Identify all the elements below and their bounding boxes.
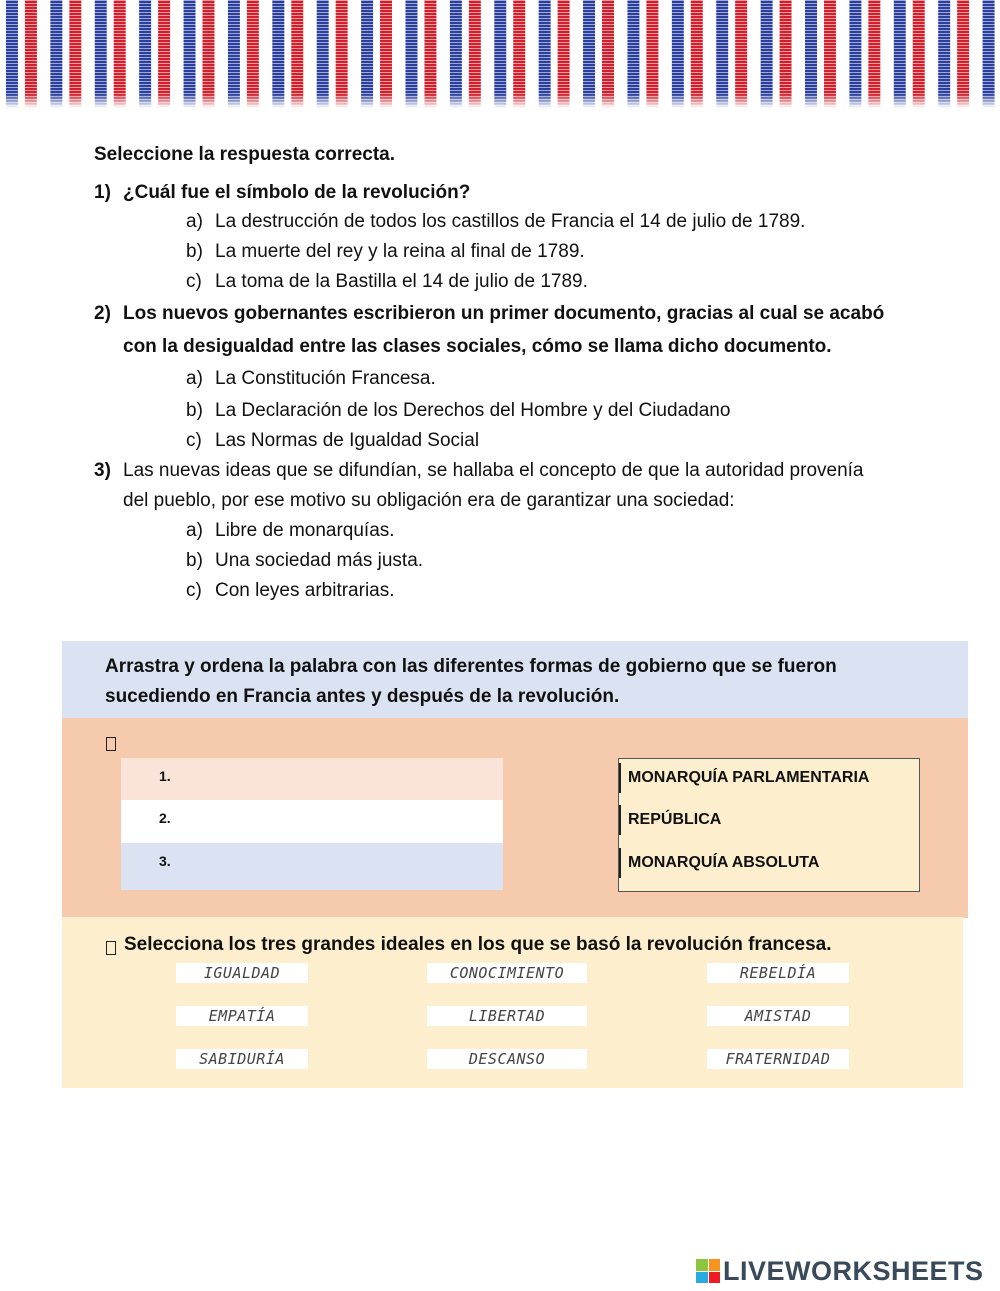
question-2-text-line-2: con la desigualdad entre las clases sociales, cómo se llama dicho documento. — [123, 336, 832, 357]
question-1-text: ¿Cuál fue el símbolo de la revolución? — [123, 182, 471, 203]
question-3-text-line-1: Las nuevas ideas que se difundían, se hallaba el concepto de que la autoridad provenía — [123, 460, 864, 481]
option-chip-amistad[interactable]: AMISTAD — [707, 1006, 849, 1026]
drop-slot-number: 3. — [159, 853, 171, 869]
tricolor-striped-banner — [0, 0, 1000, 108]
question-3-option-a[interactable]: Libre de monarquías. — [215, 520, 395, 541]
question-1-option-b-letter: b) — [186, 241, 203, 262]
question-3-option-c-letter: c) — [186, 580, 202, 601]
drag-word-monarquia-absoluta[interactable]: MONARQUÍA ABSOLUTA — [619, 848, 819, 878]
option-chip-sabiduria[interactable]: SABIDURÍA — [176, 1049, 308, 1069]
question-3-option-b-letter: b) — [186, 550, 203, 571]
option-chip-libertad[interactable]: LIBERTAD — [427, 1006, 587, 1026]
drop-slot-3[interactable] — [121, 843, 503, 890]
drop-slot-1[interactable] — [121, 758, 503, 800]
question-3-option-b[interactable]: Una sociedad más justa. — [215, 550, 424, 571]
question-1-option-a-letter: a) — [186, 211, 203, 232]
question-1-option-c[interactable]: La toma de la Bastilla el 14 de julio de 1789. — [215, 271, 588, 292]
option-chip-igualdad[interactable]: IGUALDAD — [176, 963, 308, 983]
placeholder-box-icon — [106, 737, 116, 751]
question-1-option-c-letter: c) — [186, 271, 202, 292]
question-2-option-b-letter: b) — [186, 400, 203, 421]
word-bank — [618, 758, 920, 892]
drag-word-republica[interactable]: REPÚBLICA — [619, 805, 721, 835]
option-chip-fraternidad[interactable]: FRATERNIDAD — [707, 1049, 849, 1069]
question-1-option-b[interactable]: La muerte del rey y la reina al final de 1789. — [215, 241, 585, 262]
question-2-option-c[interactable]: Las Normas de Igualdad Social — [215, 430, 480, 451]
question-2-option-b[interactable]: La Declaración de los Derechos del Hombre y del Ciudadano — [215, 400, 731, 421]
option-chip-rebeldia[interactable]: REBELDÍA — [707, 963, 849, 983]
question-2-option-a[interactable]: La Constitución Francesa. — [215, 368, 436, 389]
option-chip-empatia[interactable]: EMPATÍA — [176, 1006, 308, 1026]
logo-text: LIVEWORKSHEETS — [723, 1255, 984, 1286]
question-3-option-a-letter: a) — [186, 520, 203, 541]
placeholder-box-icon — [106, 941, 116, 955]
instruction-text: Seleccione la respuesta correcta. — [94, 144, 395, 165]
drop-slot-2[interactable] — [121, 800, 503, 843]
option-chip-conocimiento[interactable]: CONOCIMIENTO — [427, 963, 587, 983]
question-3-text-line-2: del pueblo, por ese motivo su obligación era de garantizar una sociedad: — [123, 490, 735, 511]
drag-section-title-line-1: Arrastra y ordena la palabra con las diferentes formas de gobierno que se fueron — [105, 656, 837, 677]
logo-square-blue — [696, 1272, 708, 1284]
drop-slot-number: 2. — [159, 810, 171, 826]
question-1-option-a[interactable]: La destrucción de todos los castillos de Francia el 14 de julio de 1789. — [215, 211, 806, 232]
drag-section-title-line-2: sucediendo en Francia antes y después de la revolución. — [105, 686, 620, 707]
question-3-number: 3) — [94, 460, 111, 481]
drop-slot-number: 1. — [159, 768, 171, 784]
logo-square-red — [709, 1272, 721, 1284]
liveworksheets-logo-icon — [696, 1259, 720, 1283]
select-section-title: Selecciona los tres grandes ideales en los que se basó la revolución francesa. — [124, 934, 832, 955]
logo-square-orange — [709, 1259, 721, 1271]
question-2-option-c-letter: c) — [186, 430, 202, 451]
option-chip-descanso[interactable]: DESCANSO — [427, 1049, 587, 1069]
question-2-option-a-letter: a) — [186, 368, 203, 389]
question-2-number: 2) — [94, 303, 111, 324]
drag-word-monarquia-parlamentaria[interactable]: MONARQUÍA PARLAMENTARIA — [619, 763, 869, 793]
liveworksheets-logo — [696, 1256, 984, 1286]
question-3-option-c[interactable]: Con leyes arbitrarias. — [215, 580, 395, 601]
logo-square-green — [696, 1259, 708, 1271]
question-1-number: 1) — [94, 182, 111, 203]
question-2-text-line-1: Los nuevos gobernantes escribieron un primer documento, gracias al cual se acabó — [123, 303, 885, 324]
